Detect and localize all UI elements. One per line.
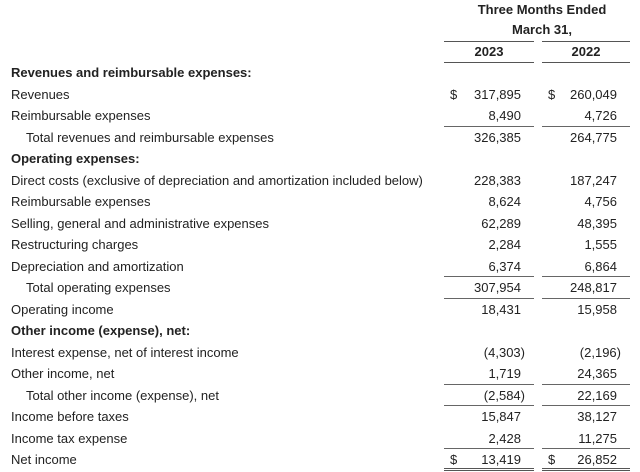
currency-symbol: $ (548, 452, 556, 467)
value-cell-2022 (542, 84, 630, 106)
amount-value: 326,385 (474, 129, 521, 145)
amount-value: 187,247 (570, 172, 617, 188)
value-cell-2023 (444, 213, 534, 235)
amount-value: 1,719 (488, 366, 521, 381)
amount-value: 317,895 (474, 86, 521, 102)
amount-value: 1,555 (584, 237, 617, 252)
period-header-line1: Three Months Ended (477, 2, 607, 17)
amount-value: 15,958 (577, 301, 617, 317)
table-row (0, 256, 640, 278)
amount-value: 260,049 (570, 86, 617, 102)
value-cell-2023 (444, 385, 534, 407)
value-cell-2022 (542, 385, 630, 407)
table-row (0, 127, 640, 149)
currency-symbol: $ (548, 86, 556, 102)
value-cell-2023 (444, 234, 534, 256)
value-cell-2022 (542, 213, 630, 235)
value-cell-2022 (542, 127, 630, 149)
amount-value: 228,383 (474, 172, 521, 188)
section-heading: Operating expenses: (11, 151, 140, 166)
amount-value: 22,169 (577, 387, 617, 403)
table-row (0, 342, 640, 364)
amount-value: (2,196) (579, 344, 621, 360)
row-label: Other income, net (11, 366, 115, 381)
row-label: Interest expense, net of interest income (11, 344, 239, 360)
section-heading: Revenues and reimbursable expenses: (11, 65, 252, 80)
value-cell-2022 (542, 105, 630, 127)
value-cell-2023 (444, 363, 534, 385)
currency-symbol: $ (450, 86, 458, 102)
amount-value: 8,490 (488, 108, 521, 123)
amount-value: 4,756 (584, 194, 617, 209)
row-label: Operating income (11, 301, 114, 317)
value-cell-2023 (444, 277, 534, 299)
amount-value: 48,395 (577, 215, 617, 231)
row-label: Revenues (11, 86, 70, 102)
year-header-2022: 2022 (542, 41, 630, 63)
table-row (0, 428, 640, 450)
amount-value: 264,775 (570, 129, 617, 145)
amount-value: 6,374 (488, 258, 521, 274)
value-cell-2022 (542, 256, 630, 278)
section-heading-row (0, 62, 640, 84)
amount-value: (4,303) (483, 344, 525, 360)
value-cell-2023 (444, 406, 534, 428)
value-cell-2023 (444, 342, 534, 364)
amount-value: 2,284 (488, 237, 521, 252)
row-label: Total other income (expense), net (26, 387, 219, 403)
table-row (0, 234, 640, 256)
row-label: Reimbursable expenses (11, 194, 151, 209)
amount-value: 4,726 (584, 108, 617, 123)
value-cell-2022 (542, 299, 630, 321)
row-label: Direct costs (exclusive of depreciation and amortization included below) (11, 172, 423, 188)
value-cell-2022 (542, 363, 630, 385)
value-cell-2022 (542, 428, 630, 450)
row-label: Net income (11, 452, 77, 467)
table-row (0, 449, 640, 471)
table-row (0, 385, 640, 407)
amount-value: 38,127 (577, 409, 617, 424)
amount-value: 13,419 (481, 452, 521, 467)
value-cell-2022 (542, 342, 630, 364)
value-cell-2023 (444, 449, 534, 471)
currency-symbol: $ (450, 452, 458, 467)
row-label: Depreciation and amortization (11, 258, 184, 274)
amount-value: 2,428 (488, 430, 521, 446)
period-header-line2: March 31, (512, 22, 572, 37)
amount-value: 6,864 (584, 258, 617, 274)
table-row (0, 363, 640, 385)
table-row (0, 170, 640, 192)
amount-value: 18,431 (481, 301, 521, 317)
row-label: Total operating expenses (26, 280, 171, 295)
row-label: Income before taxes (11, 409, 129, 424)
amount-value: 26,852 (577, 452, 617, 467)
section-heading-row (0, 320, 640, 342)
amount-value: (2,584) (483, 387, 525, 403)
table-row (0, 299, 640, 321)
row-label: Reimbursable expenses (11, 108, 151, 123)
amount-value: 11,275 (578, 430, 617, 446)
row-label: Selling, general and administrative expenses (11, 215, 269, 231)
value-cell-2023 (444, 299, 534, 321)
table-row (0, 191, 640, 213)
amount-value: 15,847 (481, 409, 521, 424)
table-row (0, 277, 640, 299)
value-cell-2022 (542, 191, 630, 213)
value-cell-2023 (444, 105, 534, 127)
value-cell-2023 (444, 428, 534, 450)
table-row (0, 84, 640, 106)
year-header-2023: 2023 (444, 41, 534, 63)
row-label: Total revenues and reimbursable expenses (26, 129, 274, 145)
amount-value: 8,624 (488, 194, 521, 209)
value-cell-2023 (444, 170, 534, 192)
table-row (0, 105, 640, 127)
section-heading-row (0, 148, 640, 170)
value-cell-2022 (542, 170, 630, 192)
value-cell-2023 (444, 127, 534, 149)
value-cell-2023 (444, 84, 534, 106)
row-label: Income tax expense (11, 430, 128, 446)
value-cell-2023 (444, 256, 534, 278)
amount-value: 307,954 (474, 280, 521, 295)
amount-value: 62,289 (481, 215, 521, 231)
section-heading: Other income (expense), net: (11, 323, 191, 338)
table-row (0, 406, 640, 428)
row-label: Restructuring charges (11, 237, 139, 252)
value-cell-2022 (542, 277, 630, 299)
amount-value: 248,817 (570, 280, 617, 295)
table-row (0, 213, 640, 235)
value-cell-2022 (542, 449, 630, 471)
value-cell-2022 (542, 234, 630, 256)
amount-value: 24,365 (577, 366, 617, 381)
value-cell-2022 (542, 406, 630, 428)
value-cell-2023 (444, 191, 534, 213)
